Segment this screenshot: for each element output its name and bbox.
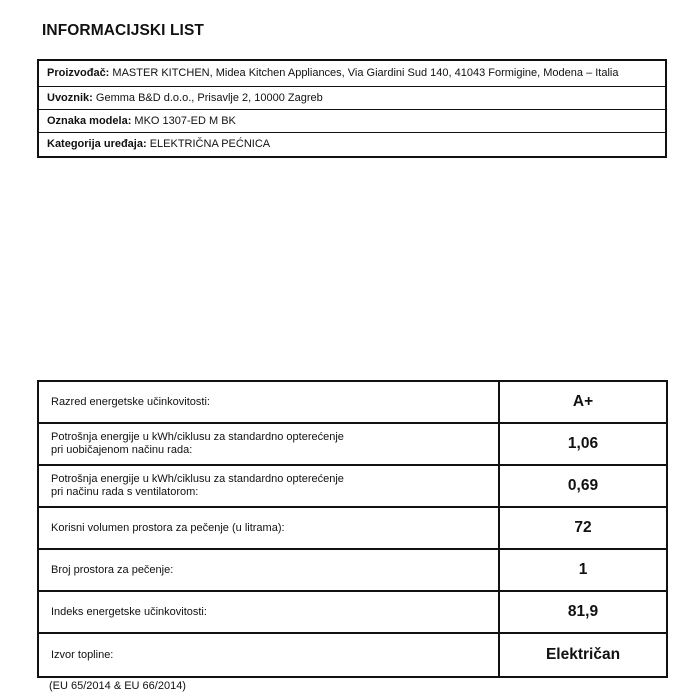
spec-value: 0,69 <box>567 477 599 494</box>
spec-row <box>39 592 666 634</box>
product-info-table <box>37 59 667 158</box>
spec-row <box>39 634 666 676</box>
document-title: INFORMACIJSKI LIST <box>42 22 204 39</box>
spec-row <box>39 382 666 424</box>
info-key: Oznaka modela: <box>47 115 132 127</box>
spec-value: Električan <box>545 646 621 663</box>
spec-label <box>39 466 500 506</box>
spec-value: A+ <box>572 393 594 410</box>
spec-label <box>39 508 500 548</box>
spec-row <box>39 550 666 592</box>
spec-label-line: pri načinu rada s ventilatorom: <box>51 486 199 498</box>
spec-label-line: Korisni volumen prostora za pečenje (u litrama): <box>51 521 285 534</box>
spec-label <box>39 634 500 676</box>
regulation-footnote: (EU 65/2014 & EU 66/2014) <box>49 680 186 692</box>
spec-label-line: Izvor topline: <box>51 648 114 661</box>
spec-label-line: Potrošnja energije u kWh/ciklusu za standardno opterećenje <box>51 431 344 443</box>
spec-label <box>39 424 500 464</box>
spec-value: 81,9 <box>567 603 599 620</box>
info-row-category <box>39 133 665 156</box>
spec-label <box>39 550 500 590</box>
spec-row <box>39 508 666 550</box>
spec-value: 1,06 <box>567 435 599 452</box>
spec-value: 72 <box>574 519 592 536</box>
spec-label-line: pri uobičajenom načinu rada: <box>51 444 193 456</box>
spec-label <box>39 592 500 632</box>
info-row-model <box>39 110 665 133</box>
spec-label-line: Broj prostora za pečenje: <box>51 563 174 576</box>
spec-row <box>39 424 666 466</box>
info-value: Gemma B&D d.o.o., Prisavlje 2, 10000 Zagreb <box>95 92 323 104</box>
info-value: ELEKTRIČNA PEĆNICA <box>149 138 271 150</box>
info-value: MKO 1307-ED M BK <box>134 115 236 127</box>
spec-row <box>39 466 666 508</box>
spec-label-line: Razred energetske učinkovitosti: <box>51 395 210 408</box>
energy-spec-table <box>37 380 668 678</box>
spec-label-line: Indeks energetske učinkovitosti: <box>51 605 207 618</box>
info-key: Proizvođač: <box>47 67 110 79</box>
info-row-importer <box>39 87 665 110</box>
spec-label <box>39 382 500 422</box>
info-key: Kategorija uređaja: <box>47 138 147 150</box>
spec-label-line: Potrošnja energije u kWh/ciklusu za standardno opterećenje <box>51 473 344 485</box>
spec-value: 1 <box>578 561 588 578</box>
info-value: MASTER KITCHEN, Midea Kitchen Appliances, Via Giardini Sud 140, 41043 Formigine, Modena – Italia <box>112 67 619 79</box>
info-key: Uvoznik: <box>47 92 93 104</box>
info-row-manufacturer <box>39 61 665 87</box>
